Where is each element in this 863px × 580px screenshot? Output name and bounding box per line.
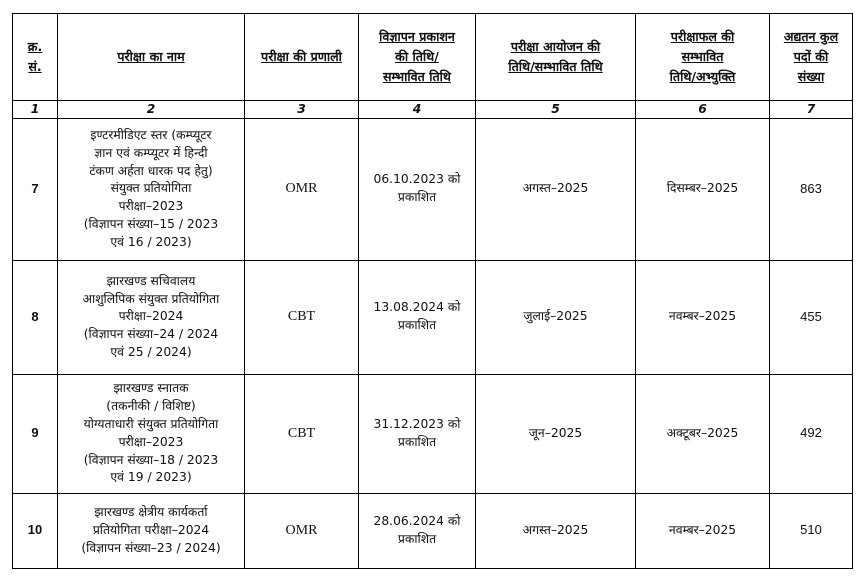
header-row xyxy=(13,14,853,101)
header-exam-mode: परीक्षा की प्रणाली xyxy=(245,14,359,101)
total-posts: 510 xyxy=(770,493,853,568)
column-number: 7 xyxy=(770,101,853,119)
result-date: अक्टूबर–2025 xyxy=(636,374,770,493)
publication-date: 13.08.2024 को प्रकाशित xyxy=(359,260,476,374)
total-posts: 455 xyxy=(770,260,853,374)
exam-mode: CBT xyxy=(245,374,359,493)
table-row xyxy=(13,260,853,374)
header-serial-number: क्र. सं. xyxy=(13,14,58,101)
column-number: 5 xyxy=(476,101,636,119)
table-row xyxy=(13,118,853,260)
header-exam-date: परीक्षा आयोजन की तिथि/सम्भावित तिथि xyxy=(476,14,636,101)
header-exam-name: परीक्षा का नाम xyxy=(58,14,245,101)
result-date: नवम्बर–2025 xyxy=(636,493,770,568)
exam-name: इण्टरमीडिएट स्तर (कम्प्यूटर ज्ञान एवं कम्प्यूटर में हिन्दी टंकण अर्हता धारक पद हेतु) संयुक्त प्रतियोगिता परीक्षा–2023 (विज्ञापन संख्या–15 / 2023 एवं 16 / 2023) xyxy=(58,118,245,260)
header-result-date: परीक्षाफल की सम्भावित तिथि/अभ्युक्ति xyxy=(636,14,770,101)
column-number: 6 xyxy=(636,101,770,119)
exam-name: झारखण्ड सचिवालय आशुलिपिक संयुक्त प्रतियोगिता परीक्षा–2024 (विज्ञापन संख्या–24 / 2024 एवं 25 / 2024) xyxy=(58,260,245,374)
exam-mode: OMR xyxy=(245,493,359,568)
publication-date: 28.06.2024 को प्रकाशित xyxy=(359,493,476,568)
table-row xyxy=(13,374,853,493)
column-number: 4 xyxy=(359,101,476,119)
serial-number: 8 xyxy=(13,260,58,374)
result-date: नवम्बर–2025 xyxy=(636,260,770,374)
result-date: दिसम्बर–2025 xyxy=(636,118,770,260)
table-row xyxy=(13,493,853,568)
column-number: 2 xyxy=(58,101,245,119)
exam-schedule-table xyxy=(12,13,853,569)
serial-number: 7 xyxy=(13,118,58,260)
total-posts: 492 xyxy=(770,374,853,493)
publication-date: 06.10.2023 को प्रकाशित xyxy=(359,118,476,260)
exam-mode: CBT xyxy=(245,260,359,374)
column-number: 1 xyxy=(13,101,58,119)
header-total-posts: अद्यतन कुल पदों की संख्या xyxy=(770,14,853,101)
column-number: 3 xyxy=(245,101,359,119)
exam-name: झारखण्ड स्नातक (तकनीकी / विशिष्ट) योग्यताधारी संयुक्त प्रतियोगिता परीक्षा–2023 (विज्ञापन संख्या–18 / 2023 एवं 19 / 2023) xyxy=(58,374,245,493)
publication-date: 31.12.2023 को प्रकाशित xyxy=(359,374,476,493)
total-posts: 863 xyxy=(770,118,853,260)
serial-number: 10 xyxy=(13,493,58,568)
serial-number: 9 xyxy=(13,374,58,493)
column-number-row xyxy=(13,101,853,119)
exam-date: जुलाई–2025 xyxy=(476,260,636,374)
exam-name: झारखण्ड क्षेत्रीय कार्यकर्ता प्रतियोगिता परीक्षा–2024 (विज्ञापन संख्या–23 / 2024) xyxy=(58,493,245,568)
exam-date: जून–2025 xyxy=(476,374,636,493)
exam-mode: OMR xyxy=(245,118,359,260)
header-publication-date: विज्ञापन प्रकाशन की तिथि/ सम्भावित तिथि xyxy=(359,14,476,101)
exam-date: अगस्त–2025 xyxy=(476,118,636,260)
exam-date: अगस्त–2025 xyxy=(476,493,636,568)
